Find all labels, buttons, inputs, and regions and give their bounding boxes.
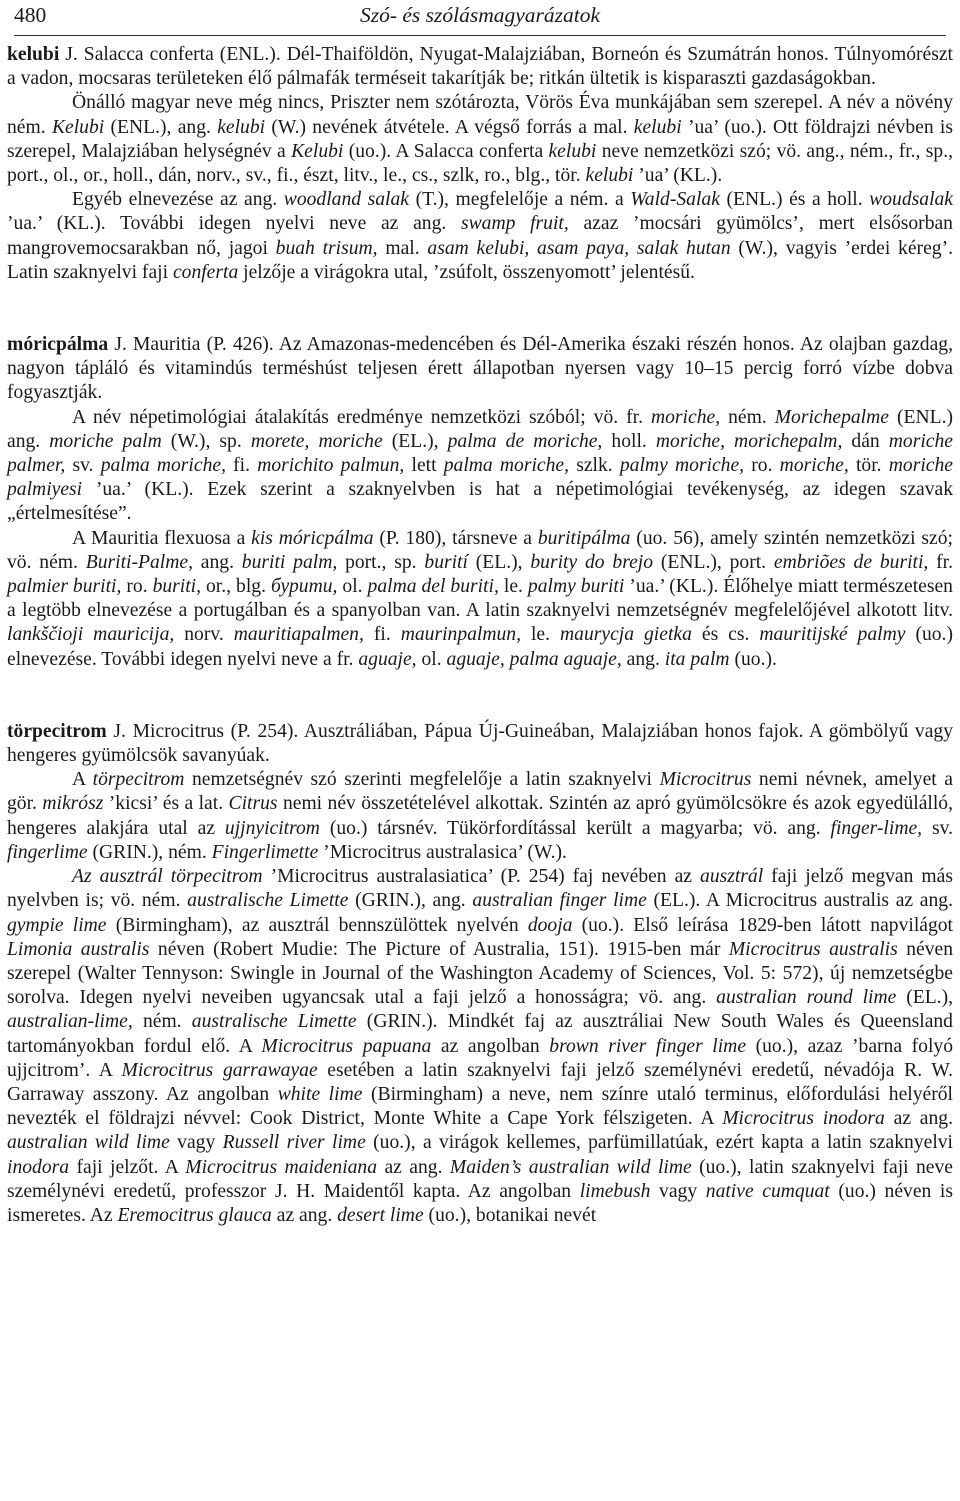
entry-gap xyxy=(7,285,953,333)
entry-paragraph xyxy=(7,527,953,672)
paragraph-text: J. Salacca conferta (ENL.). Dél-Thaiföldön, Nyugat-Malajziában, Borneón és Szumátrán honos. Túlnyomórészt a vadon, mocsaras területeken élő pálmafák terméseit takarítják be; ritkán ültetik is kisparaszti gazdaságokban. xyxy=(7,44,953,90)
paragraph-text: J. Mauritia (P. 426). Az Amazonas-medencében és Dél-Amerika északi részén honos. Az olajban gazdag, nagyon tápláló és vitamindús terméshúst teljesen érett állapotban nyersen vagy 10–15 percig forró vízbe dobva fogyasztják. xyxy=(7,334,953,404)
page-number: 480 xyxy=(14,3,47,27)
running-title: Szó- és szólásmagyarázatok xyxy=(359,3,601,27)
entry-definition xyxy=(7,333,953,406)
page-header xyxy=(7,0,953,40)
dictionary-entry xyxy=(7,720,953,1228)
entry-paragraph xyxy=(7,865,953,1228)
paragraph-text: Egyéb elnevezése az ang. woodland salak (T.), megfelelője a ném. a Wald-Salak (ENL.) és a holl. woudsalak ’ua.’ (KL.). További idegen nyelvi neve az ang. swamp fruit, azaz ’mocsári gyümölcs’, mert elsősorban mangrovemocsarakban nő, jagoi buah trisum, mal. asam kelubi, asam paya, salak hutan (W.), vagyis ’erdei kéreg’. Latin szaknyelvi faji conferta jelzője a virágokra utal, ’zsúfolt, összenyomott’ jelentésű. xyxy=(7,189,954,283)
dictionary-entry xyxy=(7,43,953,285)
paragraph-text: Önálló magyar neve még nincs, Priszter nem szótározta, Vörös Éva munkájában sem szerepel. A név a növény ném. Kelubi (ENL.), ang. kelubi (W.) nevének átvétele. A végső forrás a mal. kelubi ’ua’ (uo.). Ott földrajzi névben is szerepel, Malajziában helységnév a Kelubi (uo.). A Salacca conferta kelubi neve nemzetközi szó; vö. ang., ném., fr., sp., port., ol., or., holl., dán, norv., sv., fi., észt, litv., le., cs., szlk, ro., blg., tör. kelubi ’ua’ (KL.). xyxy=(7,92,954,187)
entry-gap xyxy=(7,672,953,720)
paragraph-text: A Mauritia flexuosa a kis móricpálma (P. 180), társneve a buritipálma (uo. 56), amely szintén nemzetközi szó; vö. ném. Buriti-Palme, ang. buriti palm, port., sp. burití (EL.), burity do brejo (ENL.), port. embriões de buriti, fr. palmier buriti, ro. buriti, or., blg. бурити, ol. palma del buriti, le. palmy buriti ’ua.’ (KL.). Élőhelye miatt természetesen a legtöbb elnevezése a portugálban és a spanyolban van. A latin szaknyelvi nemzetségnév megfelelőjével alkotott litv. lankščioji mauricija, norv. mauritiapalmen, fi. maurinpalmun, le. maurycja gietka és cs. mauritijské palmy (uo.) elnevezése. További idegen nyelvi neve a fr. aguaje, ol. aguaje, palma aguaje, ang. ita palm (uo.). xyxy=(7,527,954,670)
entry-definition xyxy=(7,43,953,91)
paragraph-text: J. Microcitrus (P. 254). Ausztráliában, Pápua Új-Guineában, Malajziában honos fajok. A gömbölyű vagy hengeres gyümölcsök savanyúak. xyxy=(7,720,953,767)
entry-headword: törpecitrom xyxy=(7,720,107,742)
entry-paragraph xyxy=(7,768,953,865)
paragraph-text: A törpecitrom nemzetségnév szó szerinti megfelelője a latin szaknyelvi Microcitrus nemi névnek, amelyet a gör. mikrósz ’kicsi’ és a lat. Citrus nemi név összetételével alkottak. Szintén az apró gyümölcsökre és azok egyedülálló, hengeres alakjára utal az ujjnyicitrom (uo.) társnév. Tükörfordítással került a magyarba; vö. ang. finger-lime, sv. fingerlime (GRIN.), ném. Fingerlimette ’Microcitrus australasica’ (W.). xyxy=(7,769,954,863)
entry-paragraph xyxy=(7,188,953,285)
entry-headword: kelubi xyxy=(7,44,60,65)
entry-paragraph xyxy=(7,91,953,188)
header-rule xyxy=(14,35,946,36)
entry-headword: móricpálma xyxy=(7,334,109,356)
entry-definition xyxy=(7,720,953,768)
page-body xyxy=(7,43,953,1228)
paragraph-text: A név népetimológiai átalakítás eredménye nemzetközi szóból; vö. fr. moriche, ném. Morichepalme (ENL.) ang. moriche palm (W.), sp. morete, moriche (EL.), palma de moriche, holl. moriche, morichepalm, dán moriche palmer, sv. palma moriche, fi. morichito palmun, lett palma moriche, szlk. palmy moriche, ro. moriche, tör. moriche palmiyesi ’ua.’ (KL.). Ezek szerint a szaknyelvben is hat a népetimológiai tevékenység, az idegen szavak „értelmesítése”. xyxy=(7,406,953,525)
dictionary-entry xyxy=(7,333,953,672)
paragraph-text: Az ausztrál törpecitrom ’Microcitrus australasiatica’ (P. 254) faj nevében az ausztrál faji jelző megvan más nyelvben is; vö. ném. australische Limette (GRIN.), ang. australian finger lime (EL.). A Microcitrus australis az ang. gympie lime (Birmingham), az ausztrál bennszülöttek nyelvén dooja (uo.). Első leírása 1829-ben látott napvilágot Limonia australis néven (Robert Mudie: The Picture of Australia, 151). 1915-ben már Microcitrus australis néven szerepel (Walter Tennyson: Swingle in Journal of the Washington Academy of Sciences, Vol. 5: 572), új nemzetségbe sorolva. Idegen nyelvi neveiben ugyancsak utal a faji jelző a honosságra; vö. ang. australian round lime (EL.), australian-lime, ném. australische Limette (GRIN.). Mindkét faj az ausztráliai New South Wales és Queensland tartományokban fordul elő. A Microcitrus papuana az angolban brown river finger lime (uo.), azaz ’barna folyó ujjcitrom’. A Microcitrus garrawayae esetében a latin szaknyelvi faji jelző személynévi eredetű, névadója R. W. Garraway asszony. Az angolban white lime (Birmingham) a neve, nem színre utaló terminus, előfordulási helyéről nevezték el földrajzi névvel: Cook District, Monte White a Cape York félszigeten. A Microcitrus inodora az ang. australian wild lime vagy Russell river lime (uo.), a virágok kellemes, parfümillatúak, ezért kapta a latin szaknyelvi inodora faji jelzőt. A Microcitrus maideniana az ang. Maiden’s australian wild lime (uo.), latin szaknyelvi faji neve személynévi eredetű, professzor J. H. Maidentől kapta. Az angolban limebush vagy native cumquat (uo.) néven is ismeretes. Az Eremocitrus glauca az ang. desert lime (uo.), botanikai nevét xyxy=(7,866,954,1226)
entry-paragraph xyxy=(7,406,953,527)
